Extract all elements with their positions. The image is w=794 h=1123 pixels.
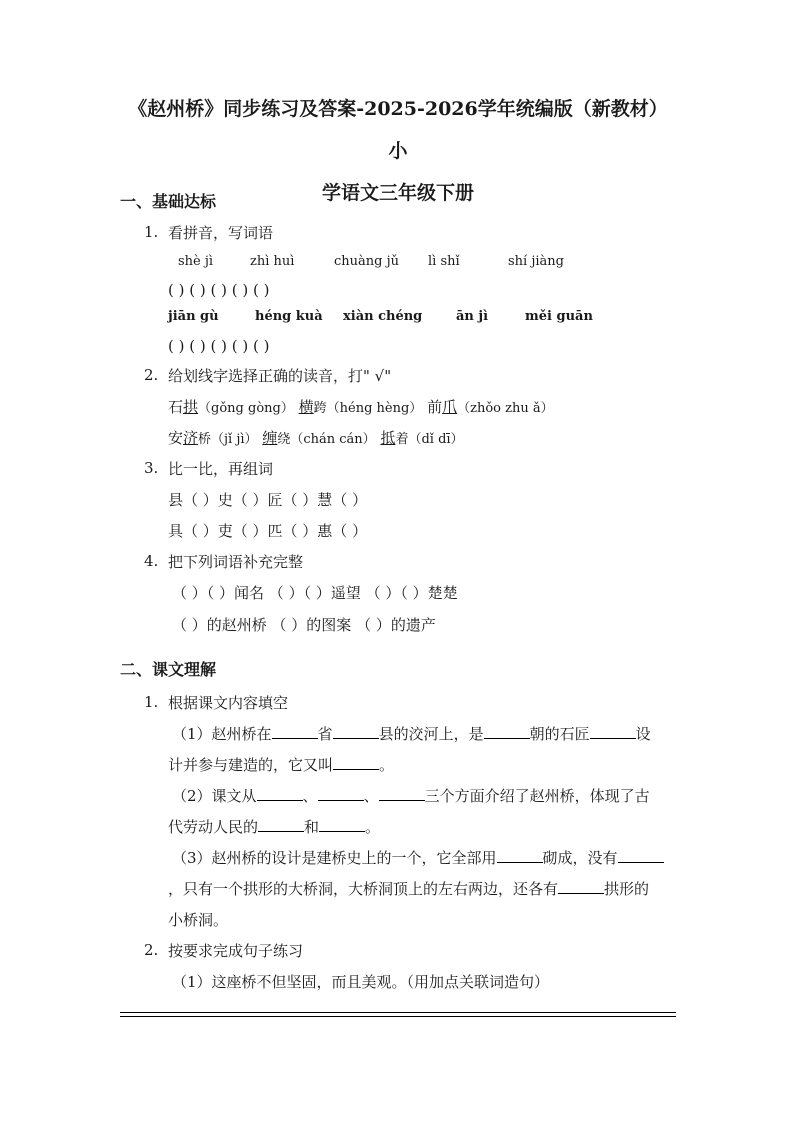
pron-item-1-char: 拱 [183, 398, 199, 416]
question-4-text: 把下列词语补充完整 [168, 553, 304, 571]
pron-item-4-pre: 安 [168, 429, 184, 447]
pron-item-3-char: 爪 [442, 398, 458, 416]
fill-3-line-3: 小桥洞。 [168, 911, 229, 929]
fill-1-text-g: 。 [379, 756, 395, 774]
blank-aspect-3 [379, 786, 425, 801]
compare-row-2: 具（ ）吏（ ）匹（ ）惠（ ） [168, 522, 368, 540]
pronunciation-row-2 [168, 427, 464, 448]
pron-item-6-options: 着（dǐ dī） [395, 432, 464, 447]
fill-1-text-c: 县的洨河上，是 [378, 725, 484, 743]
pinyin-7: héng kuà [255, 309, 323, 324]
blank-pier [618, 848, 664, 863]
pron-item-5-options: 绕（chán cán） [277, 432, 376, 447]
question-3-text: 比一比，再组词 [168, 460, 274, 478]
blank-other-name [333, 755, 379, 770]
fill-2-text-e: 代劳动人民的 [168, 818, 259, 836]
footer-rule-thin [120, 1016, 676, 1017]
question-3-number: 3. [144, 459, 159, 477]
pron-item-1-pre: 石 [168, 398, 184, 416]
answer-parens-row-2: ( ) ( ) ( ) ( ) ( ) [168, 337, 270, 355]
blank-aspect-1 [257, 786, 303, 801]
fill-1-text-a: （1）赵州桥在 [172, 725, 272, 743]
blank-count [558, 879, 604, 894]
question-1-text: 看拼音，写词语 [168, 224, 274, 242]
fill-3-line-2 [168, 878, 649, 899]
pron-item-4-options: 桥（jǐ jì） [198, 432, 258, 447]
pinyin-6: jiān gù [168, 309, 219, 324]
pinyin-2: zhì huì [250, 254, 295, 269]
fill-1-text-b: 省 [317, 725, 333, 743]
pron-item-2-char: 横 [298, 398, 314, 416]
title-line-1: 《赵州桥》同步练习及答案-2025-2026学年统编版（新教材）小 [128, 98, 668, 162]
question-2-number: 2. [144, 366, 159, 384]
fill-2-line-2 [168, 816, 380, 837]
compare-row-1: 县（ ）史（ ）匠（ ）慧（ ） [168, 491, 368, 509]
fill-3-line-1 [172, 847, 664, 868]
fill-2-text-g: 。 [365, 818, 381, 836]
pron-item-1-options: （gǒng gòng） [198, 401, 294, 416]
blank-mason [590, 724, 636, 739]
pron-item-4-char: 济 [183, 429, 199, 447]
question-1-number: 1. [144, 223, 159, 241]
s2-question-1-number: 1. [144, 693, 159, 711]
fill-2-text-d: 三个方面介绍了赵州桥，体现了古 [424, 787, 650, 805]
pinyin-10: měi guān [525, 309, 593, 324]
question-2-text: 给划线字选择正确的读音，打" √" [168, 367, 392, 385]
fill-1-line-1 [172, 723, 651, 744]
fill-2-text-b: 、 [302, 787, 318, 805]
blank-quality-2 [319, 817, 365, 832]
blank-dynasty [484, 724, 530, 739]
blank-material [497, 848, 543, 863]
complete-words-row-2: （ ）的赵州桥 （ ）的图案 （ ）的遗产 [172, 616, 436, 634]
title-line-2: 学语文三年级下册 [321, 182, 474, 204]
pinyin-3: chuàng jǔ [334, 254, 400, 269]
blank-county [333, 724, 379, 739]
complete-words-row-1: （ ）（ ）闻名 （ ）（ ）遥望 （ ）（ ）楚楚 [172, 584, 458, 602]
pron-item-6-char: 抵 [380, 429, 396, 447]
fill-2-line-1 [172, 785, 650, 806]
blank-aspect-2 [318, 786, 364, 801]
sentence-task-1: （1）这座桥不但坚固，而且美观。（用加点关联词造句） [172, 973, 550, 991]
blank-province [272, 724, 318, 739]
s2-question-1-text: 根据课文内容填空 [168, 694, 289, 712]
pinyin-5: shí jiàng [508, 254, 564, 269]
fill-1-text-d: 朝的石匠 [529, 725, 590, 743]
pinyin-9: ān jì [456, 309, 489, 324]
pron-item-5-char: 缠 [262, 429, 278, 447]
fill-1-line-2 [168, 754, 394, 775]
section-1-heading: 一、基础达标 [120, 192, 217, 211]
fill-1-text-f: 计并参与建造的，它又叫 [168, 756, 334, 774]
pron-item-2-options: 跨（héng hèng） [313, 401, 423, 416]
answer-parens-row-1: ( ) ( ) ( ) ( ) ( ) [168, 281, 270, 299]
fill-3-text-d: 拱形的 [604, 880, 650, 898]
fill-2-text-f: 和 [304, 818, 320, 836]
s2-question-2-number: 2. [144, 941, 159, 959]
pronunciation-row-1 [168, 396, 554, 417]
pron-item-3-pre: 前 [427, 398, 443, 416]
question-4-number: 4. [144, 552, 159, 570]
pinyin-4: lì shǐ [428, 254, 460, 269]
fill-2-text-c: 、 [363, 787, 379, 805]
fill-3-text-b: 砌成，没有 [542, 849, 618, 867]
fill-3-text-a: （3）赵州桥的设计是建桥史上的一个，它全部用 [172, 849, 497, 867]
footer-rule-thick [120, 1012, 676, 1013]
fill-1-text-e: 设 [635, 725, 651, 743]
pron-item-3-options: （zhǒo zhu ǎ） [457, 401, 554, 416]
fill-2-text-a: （2）课文从 [172, 787, 257, 805]
pinyin-8: xiàn chéng [343, 309, 423, 324]
fill-3-text-c: ，只有一个拱形的大桥洞，大桥洞顶上的左右两边，还各有 [168, 880, 559, 898]
s2-question-2-text: 按要求完成句子练习 [168, 942, 304, 960]
blank-quality-1 [258, 817, 304, 832]
section-2-heading: 二、课文理解 [120, 660, 217, 679]
pinyin-1: shè jì [178, 254, 214, 269]
